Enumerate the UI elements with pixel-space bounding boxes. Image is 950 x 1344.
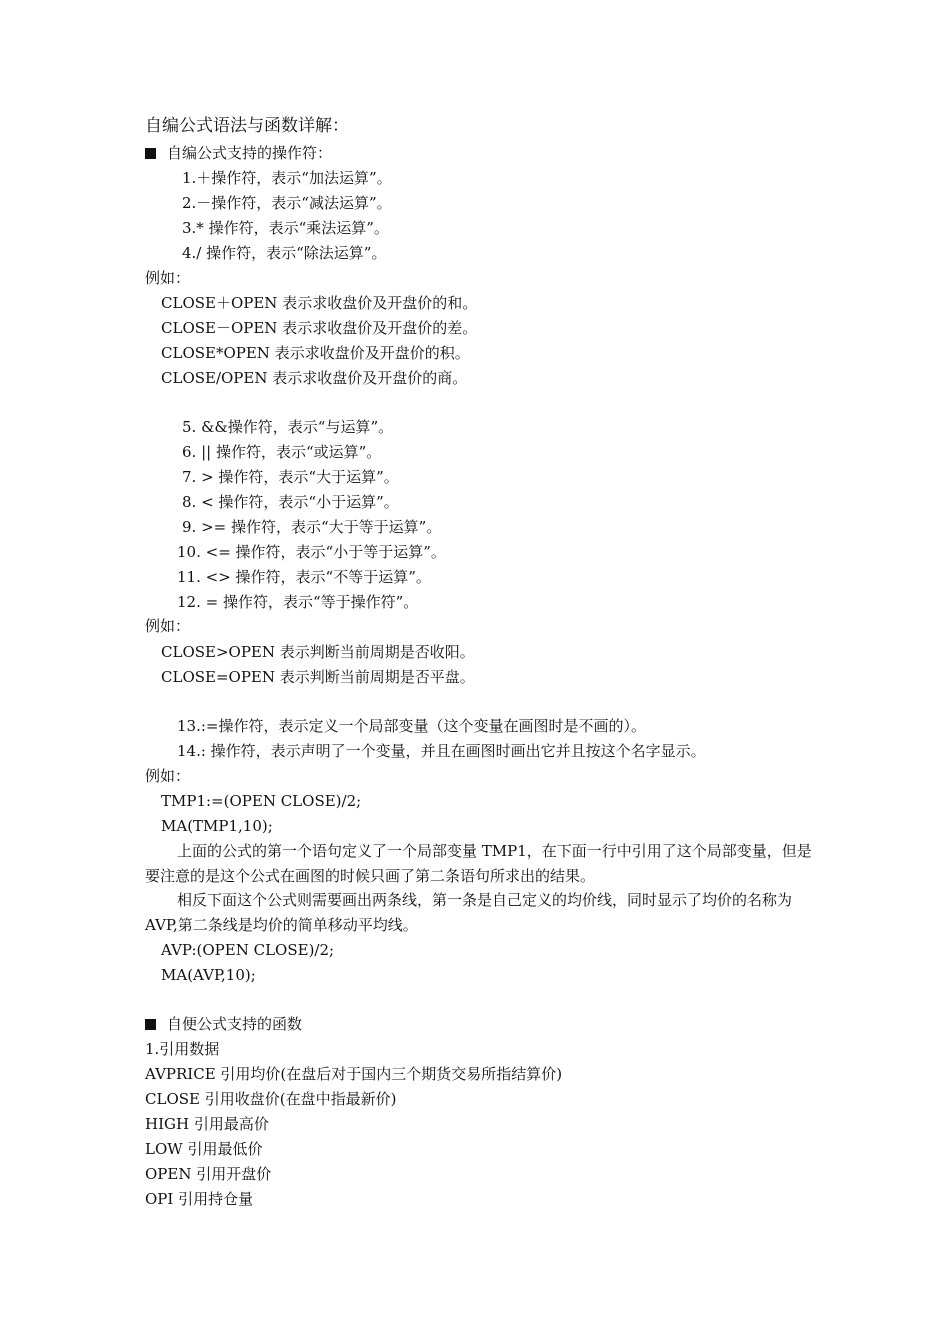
operator-item: 1.＋操作符，表示“加法运算”。 [182,169,392,187]
operator-item: 3.* 操作符，表示“乘法运算”。 [182,219,389,237]
function-item: OPEN 引用开盘价 [145,1165,272,1183]
operator-item: 6. || 操作符，表示“或运算”。 [182,443,382,461]
example-label: 例如： [145,617,191,635]
code-line: MA(AVP,10); [161,966,256,984]
example-line: CLOSE－OPEN 表示求收盘价及开盘价的差。 [161,319,478,337]
function-item: OPI 引用持仓量 [145,1190,254,1208]
function-item: LOW 引用最低价 [145,1140,263,1158]
document-title: 自编公式语法与函数详解： [145,116,349,136]
square-bullet-icon [145,148,156,159]
example-label: 例如： [145,767,191,785]
operator-item: 14.: 操作符，表示声明了一个变量，并且在画图时画出它并且按这个名字显示。 [177,742,706,760]
explanation-paragraph: 相反下面这个公式则需要画出两条线，第一条是自己定义的均价线，同时显示了均价的名称为 AVP,第二条线是均价的简单移动平均线。 [145,891,793,934]
section-heading-functions [145,1012,302,1037]
example-line: CLOSE/OPEN 表示求收盘价及开盘价的商。 [161,369,468,387]
section-heading-text: 自便公式支持的函数 [167,1015,303,1033]
operator-item: 9. >= 操作符，表示“大于等于运算”。 [182,518,442,536]
code-line: MA(TMP1,10); [161,817,273,835]
function-item: CLOSE 引用收盘价(在盘中指最新价) [145,1090,397,1108]
example-label: 例如： [145,269,191,287]
operator-item: 5. &&操作符，表示“与运算”。 [182,418,394,436]
operator-item: 4./ 操作符，表示“除法运算”。 [182,244,387,262]
example-line: CLOSE＋OPEN 表示求收盘价及开盘价的和。 [161,294,478,312]
operator-item: 13.:=操作符，表示定义一个局部变量（这个变量在画图时是不画的）。 [177,717,646,735]
function-item: AVPRICE 引用均价(在盘后对于国内三个期货交易所指结算价) [145,1065,563,1083]
operator-item: 8. < 操作符，表示“小于运算”。 [182,493,399,511]
function-item: HIGH 引用最高价 [145,1115,269,1133]
operator-item: 10. <= 操作符，表示“小于等于运算”。 [177,543,446,561]
example-line: CLOSE=OPEN 表示判断当前周期是否平盘。 [161,668,475,686]
example-line: CLOSE*OPEN 表示求收盘价及开盘价的积。 [161,344,470,362]
code-line: AVP:(OPEN CLOSE)/2; [161,941,335,959]
square-bullet-icon [145,1019,156,1030]
operator-item: 12. = 操作符，表示“等于操作符”。 [177,593,419,611]
example-line: CLOSE>OPEN 表示判断当前周期是否收阳。 [161,643,475,661]
subsection-heading: 1.引用数据 [145,1040,220,1058]
operator-item: 7. > 操作符，表示“大于运算”。 [182,468,399,486]
section-heading-operators [145,141,332,166]
operator-item: 11. <> 操作符，表示“不等于运算”。 [177,568,431,586]
section-heading-text: 自编公式支持的操作符： [167,144,333,162]
code-line: TMP1:=(OPEN CLOSE)/2; [161,792,362,810]
explanation-paragraph: 上面的公式的第一个语句定义了一个局部变量 TMP1，在下面一行中引用了这个局部变量，但是要注意的是这个公式在画图的时候只画了第二条语句所求出的结果。 [145,842,812,885]
operator-item: 2.－操作符，表示“减法运算”。 [182,194,392,212]
